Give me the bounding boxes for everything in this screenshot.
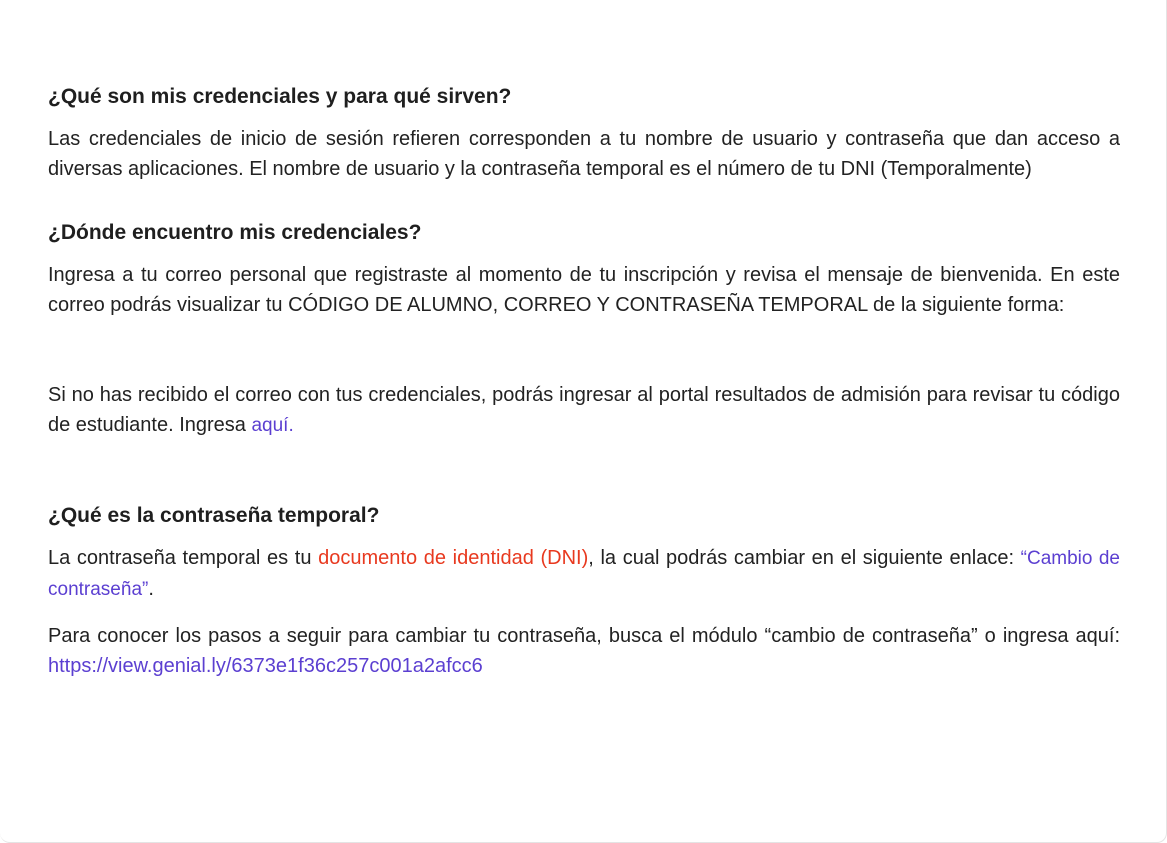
faq-heading-credentials: ¿Qué son mis credenciales y para qué sirven? [48,85,512,108]
faq-paragraph-steps [48,621,1120,681]
change-password-link[interactable]: “Cambio de contraseña” [48,548,1120,600]
faq-section-where [48,218,1120,441]
temp-password-text-before: La contraseña temporal es tu [48,547,319,569]
genially-link[interactable]: https://view.genial.ly/6373e1f36c257c001a2afcc6 [48,655,483,677]
not-received-text: Si no has recibido el correo con tus credenciales, podrás ingresar al portal resultados de admisión para revisar tu código de estudiante. Ingresa [48,384,1120,436]
faq-paragraph-credentials: Las credenciales de inicio de sesión refieren corresponden a tu nombre de usuario y contraseña que dan acceso a diversas aplicaciones. El nombre de usuario y la contraseña temporal es el número de tu DNI (Temporalmente) [48,128,1120,180]
temp-password-text-after: , la cual podrás cambiar en el siguiente enlace: [588,547,1021,569]
spacer [48,605,1120,621]
faq-content [48,82,1120,681]
spacer [48,441,1120,501]
faq-paragraph-where: Ingresa a tu correo personal que registraste al momento de tu inscripción y revisa el mensaje de bienvenida. En este correo podrás visualizar tu CÓDIGO DE ALUMNO, CORREO Y CONTRASEÑA TEMPORAL de la siguiente forma: [48,264,1120,316]
admission-portal-link[interactable]: aquí. [251,415,294,436]
faq-heading-temp-password: ¿Qué es la contraseña temporal? [48,504,380,527]
dni-highlight: documento de identidad (DNI) [318,547,589,569]
faq-paragraph-temp-password [48,543,1120,605]
faq-section-temp-password [48,501,1120,681]
temp-password-text-end: . [148,578,154,600]
spacer [48,184,1120,218]
faq-paragraph-not-received [48,380,1120,441]
spacer [48,320,1120,380]
faq-section-credentials [48,82,1120,184]
faq-heading-where: ¿Dónde encuentro mis credenciales? [48,221,422,244]
steps-text: Para conocer los pasos a seguir para cambiar tu contraseña, busca el módulo “cambio de contraseña” o ingresa aquí: [48,625,1120,647]
